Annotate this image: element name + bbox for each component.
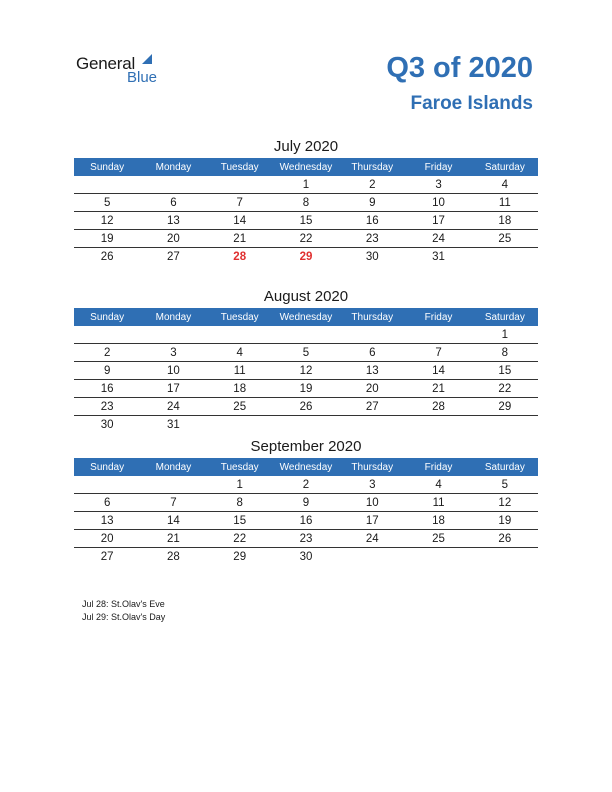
logo-blue-text: Blue: [127, 69, 158, 86]
day-cell: 12: [100, 214, 114, 227]
weekday-label: Thursday: [351, 311, 394, 323]
day-cell: 3: [369, 478, 376, 491]
weekday-label: Saturday: [484, 311, 525, 323]
day-cell: 26: [498, 532, 512, 545]
day-cell: 14: [432, 364, 445, 377]
holiday-notes: [82, 598, 165, 624]
day-cell: 27: [365, 400, 379, 413]
week-row: [74, 548, 538, 565]
day-cell: 16: [365, 214, 379, 227]
week-row: [74, 512, 538, 530]
day-cell: 10: [167, 364, 180, 377]
weekday-label: Tuesday: [220, 161, 259, 173]
weekday-label: Friday: [424, 461, 453, 473]
day-cell: 3: [170, 346, 177, 359]
month-july: [74, 136, 538, 265]
day-cell: 22: [498, 382, 512, 395]
day-cell: 23: [100, 400, 114, 413]
day-cell: 9: [103, 364, 111, 377]
weekday-header: [74, 308, 538, 326]
day-cell: 7: [170, 496, 177, 509]
day-cell: 25: [233, 400, 247, 413]
day-cell: 18: [498, 214, 512, 227]
day-cell: 18: [233, 382, 247, 395]
day-cell: 8: [302, 196, 310, 209]
month-august: [74, 286, 538, 433]
weekday-label: Wednesday: [279, 311, 333, 323]
weekday-header: [74, 458, 538, 476]
day-cell: 4: [435, 478, 442, 491]
day-cell: 20: [100, 532, 114, 545]
weekday-label: Monday: [155, 461, 192, 473]
day-cell: 5: [501, 478, 509, 491]
weekday-label: Sunday: [90, 311, 125, 323]
day-cell: 11: [432, 496, 445, 509]
weekday-label: Monday: [155, 161, 192, 173]
weekday-label: Saturday: [484, 461, 525, 473]
week-row: [74, 494, 538, 512]
day-cell: 30: [100, 418, 114, 431]
day-cell: 6: [170, 196, 177, 209]
day-cell: 15: [498, 364, 512, 377]
day-cell: 9: [302, 496, 310, 509]
month-title: August 2020: [263, 288, 349, 305]
weekday-label: Friday: [424, 311, 453, 323]
day-cell: 12: [498, 496, 512, 509]
day-cell: 11: [498, 196, 511, 209]
weekday-label: Thursday: [351, 461, 394, 473]
day-cell: 24: [365, 532, 379, 545]
day-cell: 13: [167, 214, 180, 227]
weekday-label: Saturday: [484, 161, 525, 173]
month-title: July 2020: [273, 138, 339, 155]
month-title: September 2020: [250, 438, 362, 455]
day-cell: 17: [365, 514, 379, 527]
weekday-label: Wednesday: [279, 461, 333, 473]
day-cell: 24: [167, 400, 180, 413]
day-cell: 26: [100, 250, 114, 263]
page-title: Q3 of 2020: [386, 52, 533, 84]
day-cell: 3: [435, 178, 442, 191]
day-cell: 21: [432, 382, 445, 395]
week-row: [74, 362, 538, 380]
day-cell: 7: [435, 346, 442, 359]
day-cell: 27: [167, 250, 180, 263]
day-cell: 8: [501, 346, 509, 359]
day-cell: 29: [299, 250, 313, 263]
day-cell: 16: [299, 514, 313, 527]
weekday-label: Friday: [424, 161, 453, 173]
weekday-label: Sunday: [90, 461, 125, 473]
week-row: [74, 476, 538, 494]
day-cell: 25: [432, 532, 445, 545]
day-cell: 15: [233, 514, 247, 527]
day-cell: 5: [302, 346, 310, 359]
day-cell: 8: [236, 496, 243, 509]
week-row: [74, 230, 538, 248]
weekday-header: [74, 158, 538, 176]
week-row: [74, 344, 538, 362]
day-cell: 1: [501, 328, 509, 341]
weekday-label: Monday: [155, 311, 192, 323]
month-september: [74, 436, 538, 565]
day-cell: 10: [432, 196, 445, 209]
day-cell: 5: [103, 196, 111, 209]
week-row: [74, 194, 538, 212]
day-cell: 21: [233, 232, 247, 245]
day-cell: 6: [103, 496, 111, 509]
week-row: [74, 212, 538, 230]
week-row: [74, 326, 538, 344]
day-cell: 25: [498, 232, 512, 245]
day-cell: 10: [365, 496, 379, 509]
day-cell: 2: [369, 178, 376, 191]
day-cell: 14: [167, 514, 180, 527]
weekday-label: Tuesday: [220, 461, 259, 473]
day-cell: 30: [299, 550, 313, 563]
day-cell: 18: [432, 514, 445, 527]
day-cell: 19: [498, 514, 512, 527]
day-cell: 22: [233, 532, 247, 545]
day-cell: 20: [365, 382, 379, 395]
day-cell: 4: [501, 178, 509, 191]
day-cell: 13: [365, 364, 379, 377]
weekday-label: Thursday: [351, 161, 394, 173]
weekday-label: Wednesday: [279, 161, 333, 173]
day-cell: 24: [432, 232, 445, 245]
day-cell: 28: [432, 400, 445, 413]
week-row: [74, 416, 538, 433]
holiday-note: Jul 28: St.Olav's Eve: [82, 599, 165, 609]
day-cell: 29: [233, 550, 247, 563]
day-cell: 28: [233, 250, 247, 263]
day-cell: 30: [365, 250, 379, 263]
day-cell: 20: [167, 232, 180, 245]
day-cell: 1: [236, 478, 243, 491]
week-row: [74, 248, 538, 265]
day-cell: 28: [167, 550, 180, 563]
day-cell: 16: [100, 382, 114, 395]
logo-general-text: General: [76, 54, 136, 73]
day-cell: 22: [299, 232, 313, 245]
day-cell: 9: [369, 196, 376, 209]
day-cell: 21: [167, 532, 180, 545]
day-cell: 4: [236, 346, 243, 359]
day-cell: 19: [100, 232, 114, 245]
day-cell: 27: [100, 550, 114, 563]
day-cell: 23: [299, 532, 313, 545]
day-cell: 1: [302, 178, 310, 191]
day-cell: 13: [100, 514, 114, 527]
week-row: [74, 176, 538, 194]
week-row: [74, 530, 538, 548]
day-cell: 6: [369, 346, 376, 359]
day-cell: 19: [299, 382, 313, 395]
day-cell: 31: [432, 250, 445, 263]
week-row: [74, 380, 538, 398]
logo-flag-icon: [142, 54, 152, 64]
day-cell: 12: [299, 364, 313, 377]
day-cell: 15: [299, 214, 313, 227]
weekday-label: Tuesday: [220, 311, 259, 323]
day-cell: 29: [498, 400, 512, 413]
day-cell: 23: [365, 232, 379, 245]
day-cell: 2: [302, 478, 310, 491]
page-subtitle: Faroe Islands: [410, 93, 533, 114]
day-cell: 14: [233, 214, 247, 227]
day-cell: 2: [103, 346, 111, 359]
week-row: [74, 398, 538, 416]
logo: [76, 54, 158, 86]
day-cell: 17: [167, 382, 180, 395]
holiday-note: Jul 29: St.Olav's Day: [82, 612, 166, 622]
day-cell: 31: [167, 418, 180, 431]
day-cell: 7: [236, 196, 243, 209]
weekday-label: Sunday: [90, 161, 125, 173]
day-cell: 17: [432, 214, 445, 227]
day-cell: 26: [299, 400, 313, 413]
day-cell: 11: [233, 364, 246, 377]
